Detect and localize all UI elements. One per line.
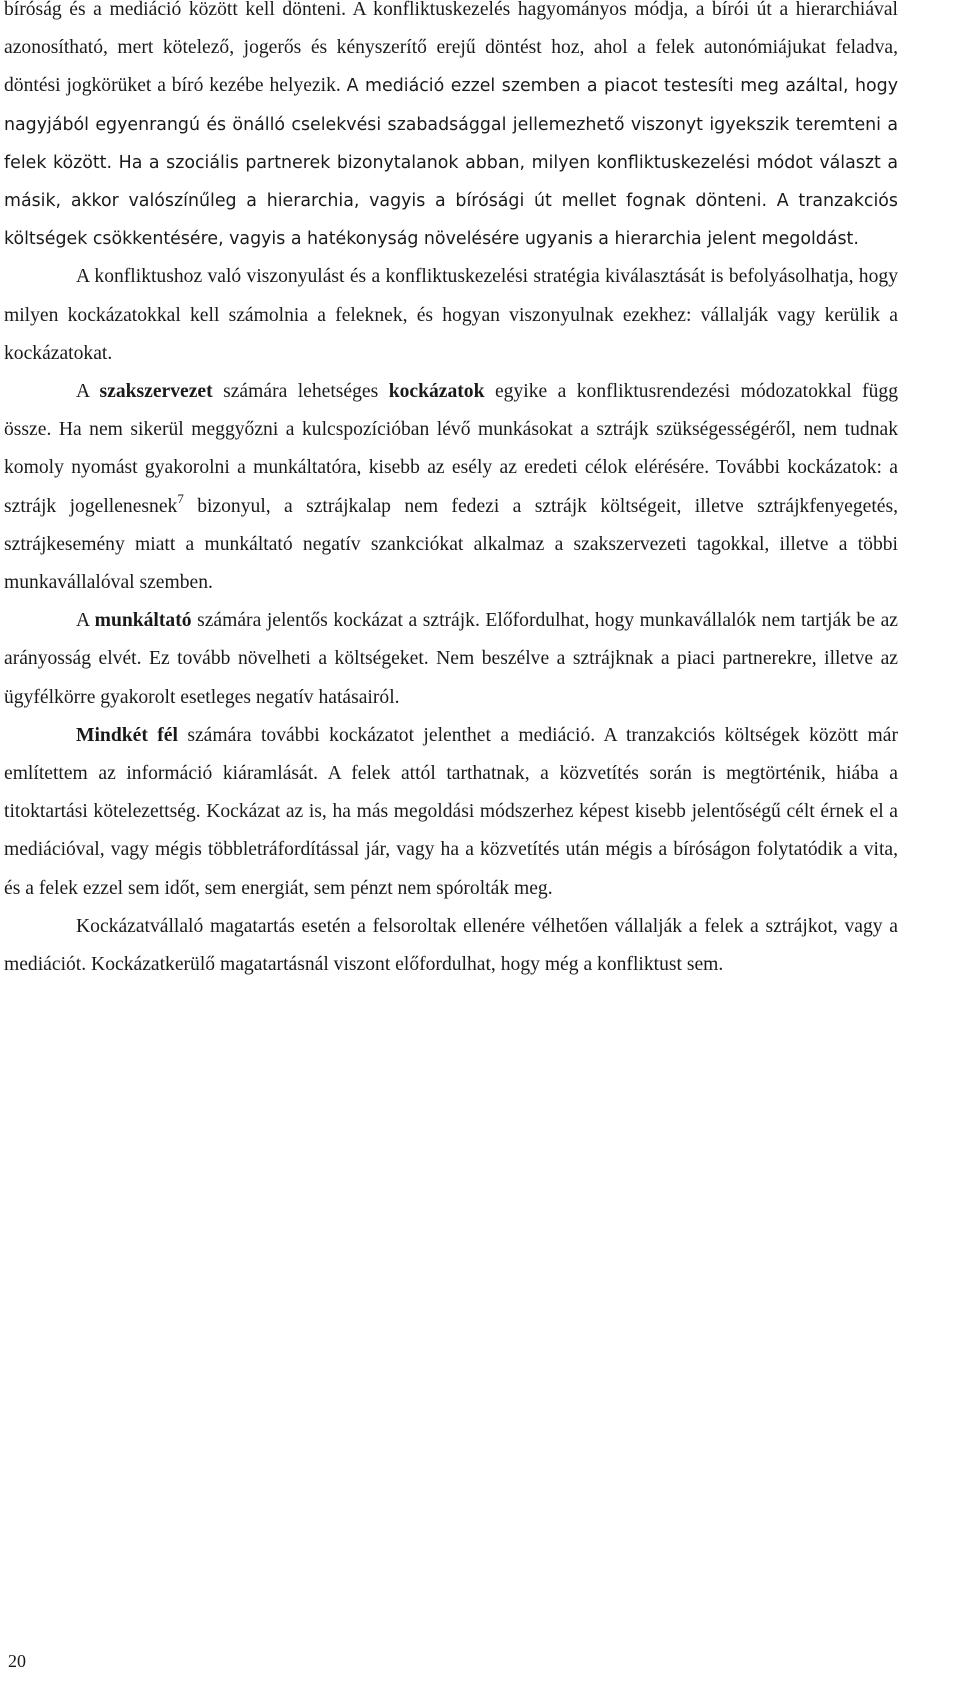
paragraph-1-serif-text: bíróság és a mediáció között kell dönteni. A konfliktuskezelés hagyományos módja, a bírói út a hierarchiával azonosítható, mert kötelező, jogerős és kényszerítő erejű döntést hoz, ahol a felek autonómiájukat feladva, döntési jogkörüket a bíró kezébe helyezik.: [4, 0, 898, 97]
paragraph-4: [4, 602, 898, 717]
emphasis-munkaltato: munkáltató: [94, 610, 192, 632]
paragraph-4-text-b: számára jelentős kockázat a sztrájk. Előfordulhat, hogy munkavállalók nem tartják be az arányosság elvét. Ez tovább növelheti a költségeket. Nem beszélve a sztrájknak a piaci partnerekre, illetve az ügyfélkörre gyakorolt esetleges negatív hatásairól.: [4, 610, 898, 708]
paragraph-3-text-b: számára lehetséges: [212, 381, 389, 403]
page-number: 20: [8, 1651, 26, 1671]
emphasis-mindket-fel: Mindkét fél: [76, 724, 178, 746]
paragraph-5-text: számára további kockázatot jelenthet a mediáció. A tranzakciós költségek között már említettem az információ kiáramlását. A felek attól tarthatnak, a közvetítés során is megtörténik, hiába a titoktartási kötelezettség. Kockázat az is, ha más megoldási módszerhez képest kisebb jelentőségű célt érnek el a mediációval, vagy mégis többletráfordítással jár, vagy ha a közvetítés után mégis a bíróságon folytatódik a vita, és a felek ezzel sem időt, sem energiát, sem pénzt nem spórolták meg.: [4, 724, 898, 899]
paragraph-3-text-a: A: [76, 381, 100, 403]
document-body: [4, 0, 898, 984]
paragraph-1: [4, 0, 898, 258]
paragraph-3-text-c: egyike a konfliktusrendezési módozatokkal függ össze. Ha nem sikerül meggyőzni a kulcspozícióban lévő munkásokat a sztrájk szükségességéről, nem tudnak komoly nyomást gyakorolni a munkáltatóra, kisebb az esély az eredeti célok elérésére. További kockázatok: a sztrájk jogellenesnek: [4, 381, 899, 517]
paragraph-4-text-a: A: [76, 610, 95, 632]
paragraph-2: A konfliktushoz való viszonyulást és a konfliktuskezelési stratégia kiválasztását is befolyásolhatja, hogy milyen kockázatokkal kell számolnia a feleknek, és hogyan viszonyulnak ezekhez: vállalják vagy kerülik a kockázatokat.: [4, 266, 898, 364]
paragraph-3-text-d: bizonyul, a sztrájkalap nem fedezi a sztrájk költségeit, illetve sztrájkfenyegetés, sztrájkesemény miatt a munkáltató negatív szankciókat alkalmaz a szakszervezeti tagokkal, illetve a többi munkavállalóval szemben.: [4, 495, 898, 594]
footnote-marker: 7: [177, 490, 184, 506]
emphasis-kockazatok: kockázatok: [388, 381, 485, 403]
paragraph-5: [4, 717, 898, 908]
paragraph-3: [4, 373, 898, 602]
paragraph-6: Kockázatvállaló magatartás esetén a felsoroltak ellenére vélhetően vállalják a felek a sztrájkot, vagy a mediációt. Kockázatkerülő magatartásnál viszont előfordulhat, hogy még a konfliktust sem.: [4, 915, 898, 976]
emphasis-szakszervezet: szakszervezet: [99, 381, 213, 403]
paragraph-1-sans-text: A mediáció ezzel szemben a piacot testesíti meg azáltal, hogy nagyjából egyenrangú és önálló cselekvési szabadsággal jellemezhető viszonyt igyekszik teremteni a felek között. Ha a szociális partnerek bizonytalanok abban, milyen konfliktuskezelési módot választ a másik, akkor valószínűleg a hierarchia, vagyis a bírósági út mellet fognak dönteni. A tranzakciós költségek csökkentésére, vagyis a hatékonyság növelésére ugyanis a hierarchia jelent megoldást.: [4, 76, 898, 250]
